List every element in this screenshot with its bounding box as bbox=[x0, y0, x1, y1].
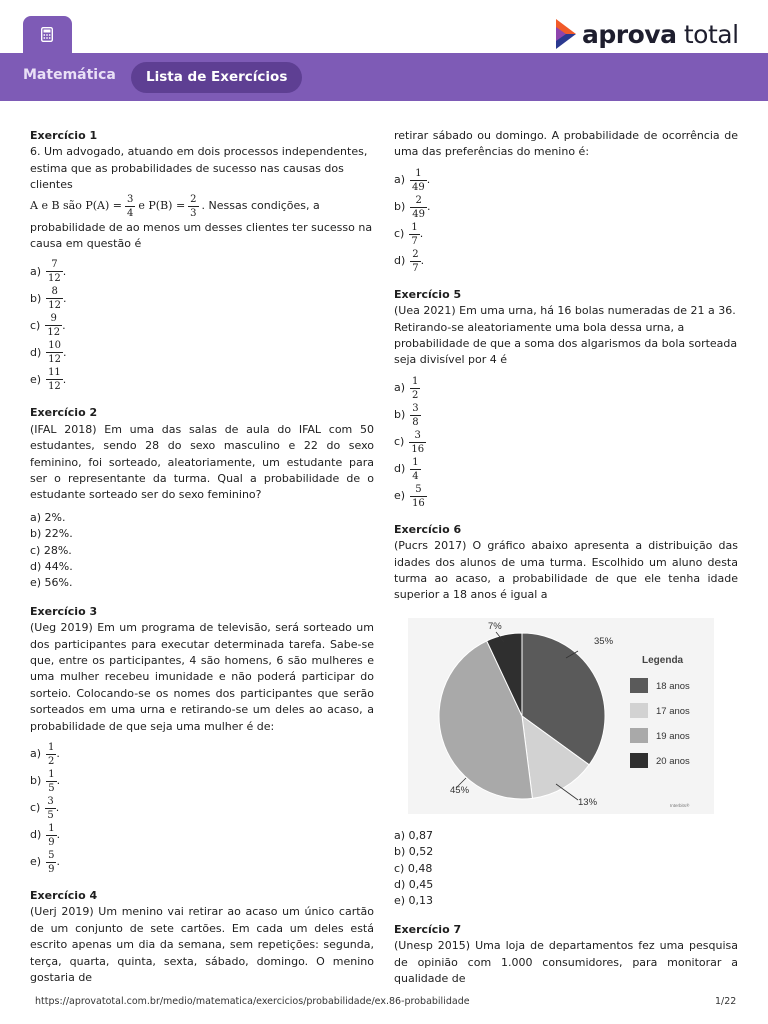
footer-url[interactable]: https://aprovatotal.com.br/medio/matematica/exercicios/probabilidade/ex.86-probabilidade bbox=[35, 996, 470, 1007]
option-b[interactable]: b) 22%. bbox=[30, 527, 73, 541]
options-list bbox=[394, 167, 738, 275]
exercise-stem: (IFAL 2018) Em uma das salas de aula do IFAL com 50 estudantes, sendo 28 do sexo masculino e 22 do sexo feminino, foi sorteado, aleatoriamente, um estudante para ser o representante da turma. Qual a probabilidade de o estudante sorteado ser do sexo feminino? bbox=[30, 422, 374, 502]
calculator-icon bbox=[41, 27, 53, 42]
pie-chart-svg bbox=[408, 618, 714, 814]
exercise-stem: (Uea 2021) Em uma urna, há 16 bolas numeradas de 21 a 36. Retirando-se aleatoriamente uma bola dessa urna, a probabilidade de que a soma dos algarismos da bola sorteada seja divisível por 4 é bbox=[394, 304, 738, 367]
option-e[interactable]: e) 0,13 bbox=[394, 894, 434, 908]
option-a[interactable]: a) $\frac{1}{49}$ . bbox=[394, 167, 431, 193]
exercise-6 bbox=[394, 522, 738, 910]
option-d[interactable]: d) 44%. bbox=[30, 560, 73, 574]
exercise-title: Exercício 3 bbox=[30, 604, 98, 618]
legend-label: 20 anos bbox=[656, 755, 690, 767]
math-text: A e B são P(A) = bbox=[30, 199, 122, 213]
exercise-title: Exercício 5 bbox=[394, 287, 462, 301]
option-d[interactable]: d) $\frac{2}{7}$ . bbox=[394, 248, 425, 274]
option-b[interactable]: b) $\frac{8}{12}$ . bbox=[30, 286, 67, 312]
legend-label: 17 anos bbox=[656, 705, 690, 717]
chart-credit: Interbits® bbox=[670, 802, 690, 808]
option-c[interactable]: c) $\frac{9}{12}$ . bbox=[30, 313, 66, 339]
exercise-stem: (Uerj 2019) Um menino vai retirar ao acaso um único cartão de um conjunto de sete cartões. Em cada um deles está escrito apenas um dia da semana, sem repetições: segunda, terça, quarta, quinta, sexta, sábado, domingo. O menino gostaria de bbox=[30, 905, 374, 985]
options-list bbox=[30, 258, 374, 393]
option-a[interactable]: a) $\frac{1}{2}$ . bbox=[30, 742, 60, 768]
slice-label: 13% bbox=[578, 796, 598, 808]
exercise-4 bbox=[30, 888, 374, 986]
legend-title: Legenda bbox=[642, 654, 684, 666]
exercise-5 bbox=[394, 287, 738, 510]
exercise-stem: (Unesp 2015) Uma loja de departamentos fez uma pesquisa de opinião com 1.000 consumidores, para monitorar a qualidade de bbox=[394, 939, 738, 986]
option-d[interactable]: d) $\frac{10}{12}$ . bbox=[30, 340, 67, 366]
exercise-stem: (Pucrs 2017) O gráfico abaixo apresenta a distribuição das idades dos alunos de uma turma. Escolhido um aluno desta turma ao acaso, a probabilidade de que ele tenha idade superior a 18 anos é igual a bbox=[394, 539, 738, 602]
option-e[interactable]: e) $\frac{11}{12}$ . bbox=[30, 367, 67, 393]
exercise-stem-end: probabilidade de ao menos um desses clientes ter sucesso na causa em questão é bbox=[30, 220, 373, 251]
option-c[interactable]: c) 28%. bbox=[30, 543, 72, 557]
option-b[interactable]: b) 0,52 bbox=[394, 845, 434, 859]
exercise-4-continued bbox=[394, 128, 738, 275]
page-number: 1/22 bbox=[715, 996, 737, 1007]
option-a[interactable]: a) $\frac{1}{2}$ bbox=[394, 375, 419, 401]
exercise-title: Exercício 7 bbox=[394, 922, 462, 936]
stem-continuation: . Nessas condições, a bbox=[201, 199, 320, 213]
exercise-7 bbox=[394, 922, 738, 988]
options-list bbox=[30, 510, 374, 592]
exercise-title: Exercício 4 bbox=[30, 889, 98, 903]
options-list bbox=[394, 375, 738, 510]
slice-label: 35% bbox=[594, 635, 614, 647]
tab-lista-exercicios[interactable]: Lista de Exercícios bbox=[131, 62, 302, 93]
options-list bbox=[30, 741, 374, 876]
option-c[interactable]: c) 0,48 bbox=[394, 861, 433, 875]
exercise-stem: (Ueg 2019) Em um programa de televisão, será sorteado um dos participantes para executar determinada tarefa. Sabe-se que, entre os participantes, 4 são homens, 6 são mulheres e uma mulher recebeu imunidade e não poderá participar do sorteio. Colocando-se os nomes dos participantes que serão sorteados em uma urna e retirando-se um deles ao acaso, a probabilidade de que seja uma mulher é de: bbox=[30, 621, 374, 733]
legend-swatch bbox=[630, 678, 648, 693]
math-text: e P(B) = bbox=[138, 199, 186, 213]
option-e[interactable]: e) 56%. bbox=[30, 576, 73, 590]
exercise-1 bbox=[30, 128, 374, 393]
option-e[interactable]: e) $\frac{5}{9}$ . bbox=[30, 850, 60, 876]
fraction: $\frac{3}{4}$ bbox=[127, 194, 134, 220]
exercise-stem: 6. Um advogado, atuando em dois processos independentes, estima que as probabilidades de sucesso nas causas dos clientes bbox=[30, 145, 368, 192]
option-a[interactable]: a) 2%. bbox=[30, 510, 66, 524]
options-list bbox=[394, 828, 738, 910]
option-e[interactable]: e) $\frac{5}{16}$ bbox=[394, 483, 425, 509]
top-bar bbox=[0, 0, 768, 53]
option-b[interactable]: b) $\frac{1}{5}$ . bbox=[30, 769, 61, 795]
option-d[interactable]: d) $\frac{1}{4}$ bbox=[394, 456, 419, 482]
aprova-total-logo[interactable] bbox=[556, 18, 739, 50]
option-c[interactable]: c) $\frac{3}{5}$ . bbox=[30, 796, 60, 822]
exercise-stem-math bbox=[30, 194, 374, 220]
exercise-title: Exercício 6 bbox=[394, 522, 462, 536]
subject-label[interactable]: Matemática bbox=[23, 67, 116, 83]
exercise-2 bbox=[30, 405, 374, 591]
legend-label: 18 anos bbox=[656, 680, 690, 692]
legend-label: 19 anos bbox=[656, 730, 690, 742]
option-d[interactable]: d) 0,45 bbox=[394, 878, 434, 892]
calculator-tab[interactable] bbox=[23, 16, 72, 54]
subject-bar bbox=[0, 53, 768, 101]
legend-swatch bbox=[630, 703, 648, 718]
option-b[interactable]: b) $\frac{2}{49}$ . bbox=[394, 194, 431, 220]
legend-swatch bbox=[630, 753, 648, 768]
option-a[interactable]: a) $\frac{7}{12}$ . bbox=[30, 259, 67, 285]
right-column bbox=[394, 128, 738, 999]
option-c[interactable]: c) $\frac{1}{7}$ . bbox=[394, 221, 424, 247]
fraction: $\frac{2}{3}$ bbox=[190, 194, 197, 220]
exercise-stem-continued: retirar sábado ou domingo. A probabilidade de ocorrência de uma das preferências do menino é: bbox=[394, 129, 738, 159]
option-c[interactable]: c) $\frac{3}{16}$ bbox=[394, 429, 425, 455]
logo-mark-icon bbox=[556, 19, 576, 49]
slice-label: 45% bbox=[450, 784, 470, 796]
exercise-title: Exercício 1 bbox=[30, 129, 98, 142]
option-a[interactable]: a) 0,87 bbox=[394, 828, 434, 842]
logo-text: aprova total bbox=[582, 19, 739, 49]
legend-swatch bbox=[630, 728, 648, 743]
slice-leader-line bbox=[556, 784, 578, 800]
exercise-title: Exercício 2 bbox=[30, 406, 98, 420]
slice-label: 7% bbox=[488, 620, 502, 632]
option-b[interactable]: b) $\frac{3}{8}$ bbox=[394, 402, 419, 428]
left-column bbox=[30, 128, 374, 999]
option-d[interactable]: d) $\frac{1}{9}$ . bbox=[30, 823, 61, 849]
age-distribution-pie-chart bbox=[408, 618, 714, 814]
exercise-3 bbox=[30, 604, 374, 876]
